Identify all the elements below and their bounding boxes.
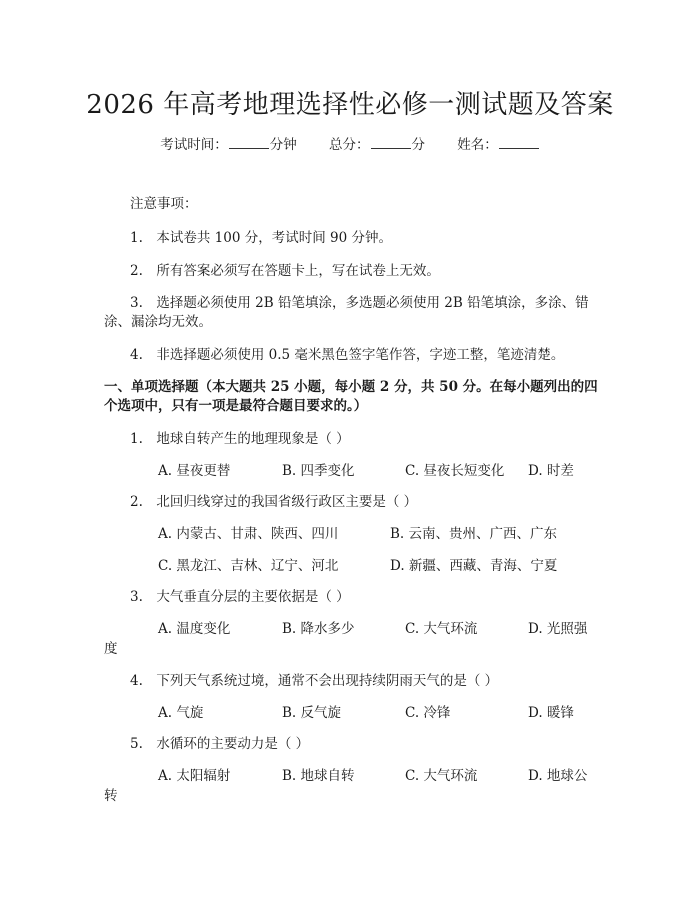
question-2-stem: 2. 北回归线穿过的我国省级行政区主要是（ ） bbox=[130, 494, 418, 510]
note-item-3-cont: 涂、漏涂均无效。 bbox=[104, 314, 212, 330]
notes-heading: 注意事项： bbox=[130, 196, 198, 212]
question-5-option-b: B. 地球自转 bbox=[282, 768, 355, 784]
exam-time-label: 考试时间： bbox=[160, 137, 228, 153]
question-2-option-d: D. 新疆、西藏、青海、宁夏 bbox=[390, 558, 558, 574]
question-5-option-d-cont: 转 bbox=[104, 788, 118, 804]
question-3-option-c: C. 大气环流 bbox=[405, 621, 478, 637]
question-2-option-a: A. 内蒙古、甘肃、陕西、四川 bbox=[158, 526, 339, 542]
question-1-option-d: D. 时差 bbox=[528, 463, 574, 479]
exam-time-unit: 分钟 bbox=[269, 137, 297, 153]
section-heading-line-1: 一、单项选择题（本大题共 25 小题，每小题 2 分，共 50 分。在每小题列出的四 bbox=[104, 379, 598, 395]
question-1-stem: 1. 地球自转产生的地理现象是（ ） bbox=[130, 431, 350, 447]
name-blank bbox=[499, 136, 539, 149]
question-2-option-c: C. 黑龙江、吉林、辽宁、河北 bbox=[158, 558, 339, 574]
question-4-option-a: A. 气旋 bbox=[158, 705, 204, 721]
note-item-2: 2. 所有答案必须写在答题卡上，写在试卷上无效。 bbox=[130, 263, 440, 279]
question-3-option-d-cont: 度 bbox=[104, 641, 118, 657]
question-4-option-d: D. 暖锋 bbox=[528, 705, 574, 721]
question-3-option-a: A. 温度变化 bbox=[158, 621, 231, 637]
question-5-option-c: C. 大气环流 bbox=[405, 768, 478, 784]
question-5-option-a: A. 太阳辐射 bbox=[158, 768, 231, 784]
exam-time-field bbox=[160, 137, 297, 153]
question-1-option-b: B. 四季变化 bbox=[282, 463, 355, 479]
question-1-option-c: C. 昼夜长短变化 bbox=[405, 463, 505, 479]
question-4-option-b: B. 反气旋 bbox=[282, 705, 342, 721]
question-2-option-b: B. 云南、贵州、广西、广东 bbox=[390, 526, 558, 542]
question-3-option-b: B. 降水多少 bbox=[282, 621, 355, 637]
section-heading-line-2: 个选项中，只有一项是最符合题目要求的。） bbox=[104, 398, 368, 414]
note-item-3: 3. 选择题必须使用 2B 铅笔填涂，多选题必须使用 2B 铅笔填涂，多涂、错 bbox=[130, 295, 589, 311]
total-score-field bbox=[329, 137, 425, 153]
total-score-blank bbox=[371, 136, 411, 149]
total-score-label: 总分： bbox=[329, 137, 370, 153]
name-label: 姓名： bbox=[457, 137, 498, 153]
exam-header bbox=[0, 133, 700, 153]
page-title: 2026 年高考地理选择性必修一测试题及答案 bbox=[86, 90, 614, 120]
question-1-option-a: A. 昼夜更替 bbox=[158, 463, 231, 479]
note-item-1: 1. 本试卷共 100 分，考试时间 90 分钟。 bbox=[130, 230, 392, 246]
question-5-option-d: D. 地球公 bbox=[528, 768, 588, 784]
question-3-stem: 3. 大气垂直分层的主要依据是（ ） bbox=[130, 589, 350, 605]
question-4-stem: 4. 下列天气系统过境，通常不会出现持续阴雨天气的是（ ） bbox=[130, 673, 499, 689]
question-3-option-d: D. 光照强 bbox=[528, 621, 588, 637]
total-score-unit: 分 bbox=[411, 137, 425, 153]
exam-time-blank bbox=[229, 136, 269, 149]
question-4-option-c: C. 冷锋 bbox=[405, 705, 451, 721]
question-5-stem: 5. 水循环的主要动力是（ ） bbox=[130, 736, 310, 752]
note-item-4: 4. 非选择题必须使用 0.5 毫米黑色签字笔作答，字迹工整，笔迹清楚。 bbox=[130, 347, 565, 363]
name-field bbox=[457, 137, 540, 153]
